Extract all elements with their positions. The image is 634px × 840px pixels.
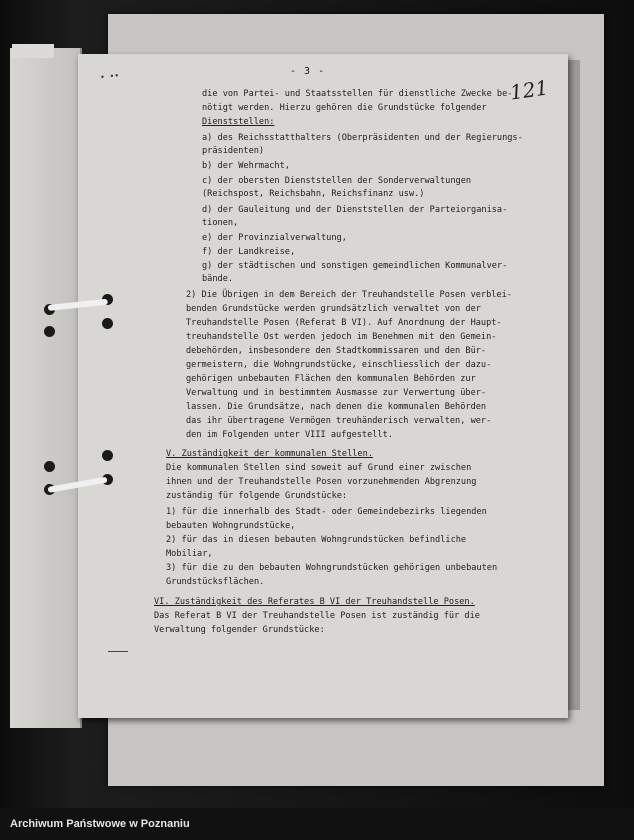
punch-hole [44, 326, 55, 337]
text-line: die von Partei- und Staatsstellen für dienstliche Zwecke be- [202, 89, 513, 99]
archive-number: 121 [508, 75, 550, 105]
text-line: 2) Die Übrigen in dem Bereich der Treuhandstelle Posen verblei- [186, 290, 512, 300]
text-line: benden Grundstücke werden grundsätzlich verwaltet von der [186, 304, 481, 314]
text-line: zuständig für folgende Grundstücke: [166, 491, 348, 501]
text-line: g) der städtischen und sonstigen gemeindlichen Kommunalver- [202, 261, 508, 271]
text-line: 2) für das in diesen bebauten Wohngrundstücken befindliche [166, 535, 467, 545]
text-line: bände. [202, 274, 234, 284]
text-line: Grundstücksflächen. [166, 577, 265, 587]
text-line: 1) für die innerhalb des Stadt- oder Gemeindebezirks liegenden [166, 507, 487, 517]
text-line: nötigt werden. Hierzu gehören die Grundstücke folgender [202, 103, 487, 113]
text-line: debehörden, insbesondere den Stadtkommissaren und den Bür- [186, 346, 487, 356]
text-line: germeistern, die Wohngrundstücke, einschliesslich der dazu- [186, 360, 492, 370]
page-edge [566, 60, 580, 710]
punch-hole [44, 461, 55, 472]
section-heading: VI. Zuständigkeit des Referates B VI der Treuhandstelle Posen. [154, 597, 475, 607]
text-line: d) der Gauleitung und der Dienststellen der Parteiorganisa- [202, 205, 508, 215]
text-line: präsidenten) [202, 146, 265, 156]
text-line: das ihr übertragene Vermögen treuhänderisch verwalten, wer- [186, 416, 492, 426]
text-line: b) der Wehrmacht, [202, 161, 290, 171]
text-line: bebauten Wohngrundstücke, [166, 521, 296, 531]
text-line: lassen. Die Grundsätze, nach denen die kommunalen Behörden [186, 402, 487, 412]
text-line: Das Referat B VI der Treuhandstelle Posen ist zuständig für die [154, 611, 480, 621]
punch-hole [102, 318, 113, 329]
text-line: f) der Landkreise, [202, 247, 296, 257]
text-line: Treuhandstelle Posen (Referat B VI). Auf Anordnung der Haupt- [186, 318, 502, 328]
text-line: gehörigen unbebauten Flächen den kommunalen Behörden zur [186, 374, 476, 384]
text-line: c) der obersten Dienststellen der Sonderverwaltungen [202, 176, 472, 186]
punch-hole [102, 450, 113, 461]
pencil-dash [108, 651, 128, 652]
text-line: den im Folgenden unter VIII aufgestellt. [186, 430, 393, 440]
page-number: - 3 - [290, 66, 326, 77]
archive-label: Archiwum Państwowe w Poznaniu [10, 818, 190, 830]
text-line: treuhandstelle Ost werden jedoch im Benehmen mit den Gemein- [186, 332, 497, 342]
binder-tab [12, 44, 54, 58]
text-line: Dienststellen: [202, 117, 275, 127]
text-line: Mobiliar, [166, 549, 213, 559]
text-line: e) der Provinzialverwaltung, [202, 233, 347, 243]
section-heading: V. Zuständigkeit der kommunalen Stellen. [166, 449, 373, 459]
text-line: a) des Reichsstatthalters (Oberpräsidenten und der Regierungs- [202, 133, 523, 143]
binder-strip [10, 48, 82, 728]
text-line: Verwaltung folgender Grundstücke: [154, 625, 325, 635]
text-line: Die kommunalen Stellen sind soweit auf Grund einer zwischen [166, 463, 472, 473]
text-line: Verwaltung und in bestimmtem Ausmasse zur Verwertung über- [186, 388, 487, 398]
corner-mark: • •• [99, 71, 120, 82]
text-line: 3) für die zu den bebauten Wohngrundstücken gehörigen unbebauten [166, 563, 498, 573]
text-line: (Reichspost, Reichsbahn, Reichsfinanz usw.) [202, 189, 425, 199]
text-line: tionen, [202, 218, 239, 228]
text-line: ihnen und der Treuhandstelle Posen vorzunehmenden Abgrenzung [166, 477, 477, 487]
